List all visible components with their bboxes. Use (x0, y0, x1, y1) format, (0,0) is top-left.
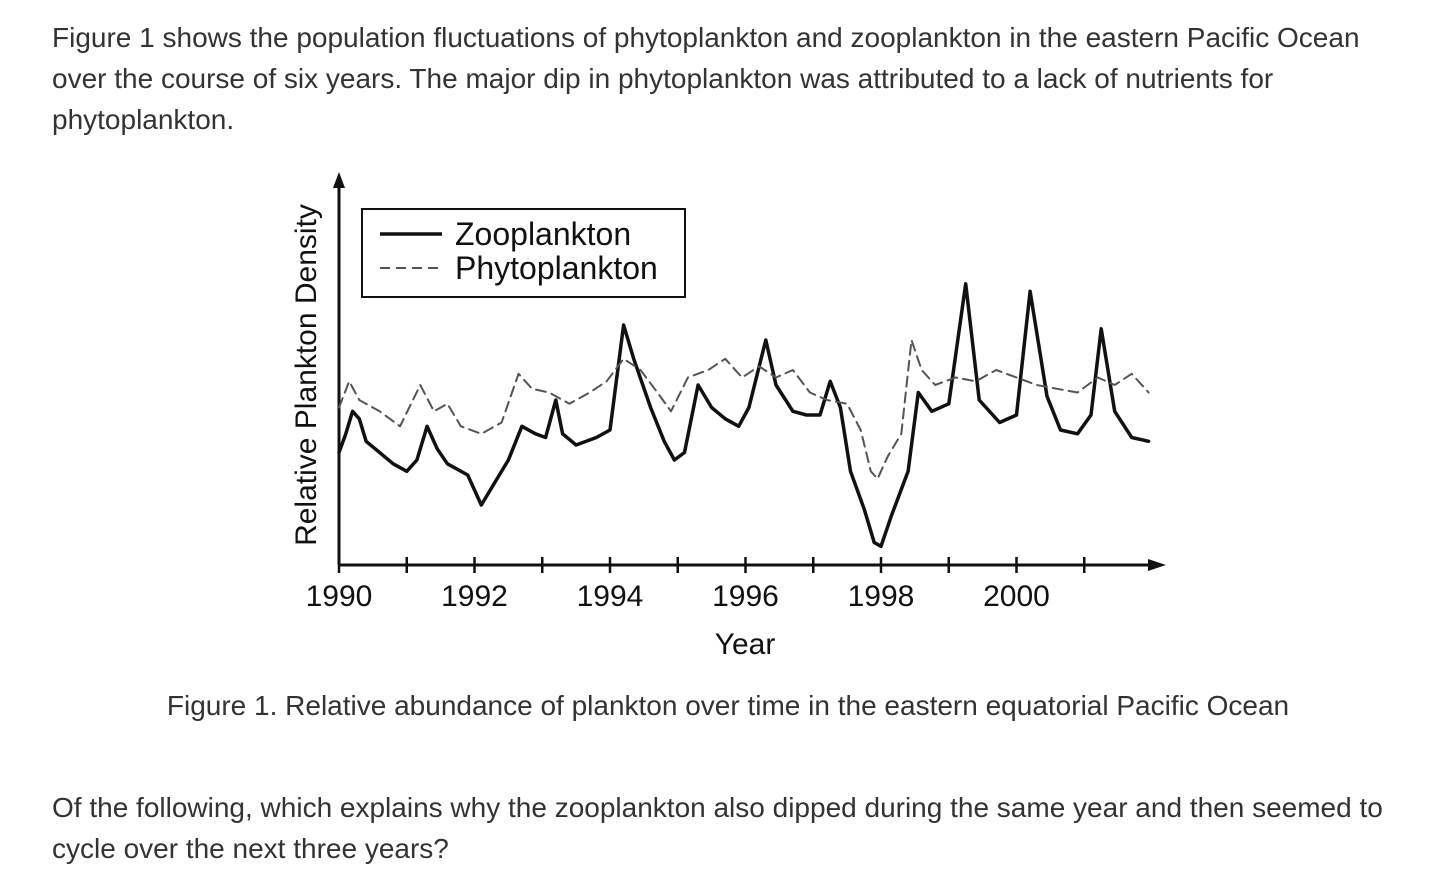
y-axis-title: Relative Plankton Density (290, 204, 323, 546)
x-axis-title: Year (714, 628, 776, 661)
x-tick-label: 1998 (847, 580, 915, 613)
x-tick-label: 2000 (983, 580, 1050, 613)
chart-legend (362, 209, 685, 297)
x-axis-arrow (1148, 559, 1166, 571)
plot-area (339, 284, 1149, 547)
legend-label-phytoplankton: Phytoplankton (455, 250, 658, 286)
series-line-zooplankton (339, 284, 1149, 547)
y-axis-arrow (333, 172, 345, 188)
legend-label-zooplankton: Zooplankton (455, 216, 632, 252)
x-tick-label: 1996 (712, 580, 779, 613)
intro-paragraph: Figure 1 shows the population fluctuations of phytoplankton and zooplankton in the eastern Pacific Ocean over the course of six years. The major dip in phytoplankton was attributed to a lack of nutrients for phytoplankton. (52, 22, 1360, 135)
figure-caption: Figure 1. Relative abundance of plankton over time in the eastern equatorial Pacific Ocean (166, 690, 1290, 721)
series-line-phytoplankton (339, 340, 1149, 479)
x-tick-label: 1990 (305, 580, 373, 613)
question-paragraph: Of the following, which explains why the zooplankton also dipped during the same year and then seemed to cycle over the next three years? (52, 792, 1383, 864)
x-tick-label: 1994 (576, 580, 644, 613)
x-tick-label: 1992 (441, 580, 508, 613)
